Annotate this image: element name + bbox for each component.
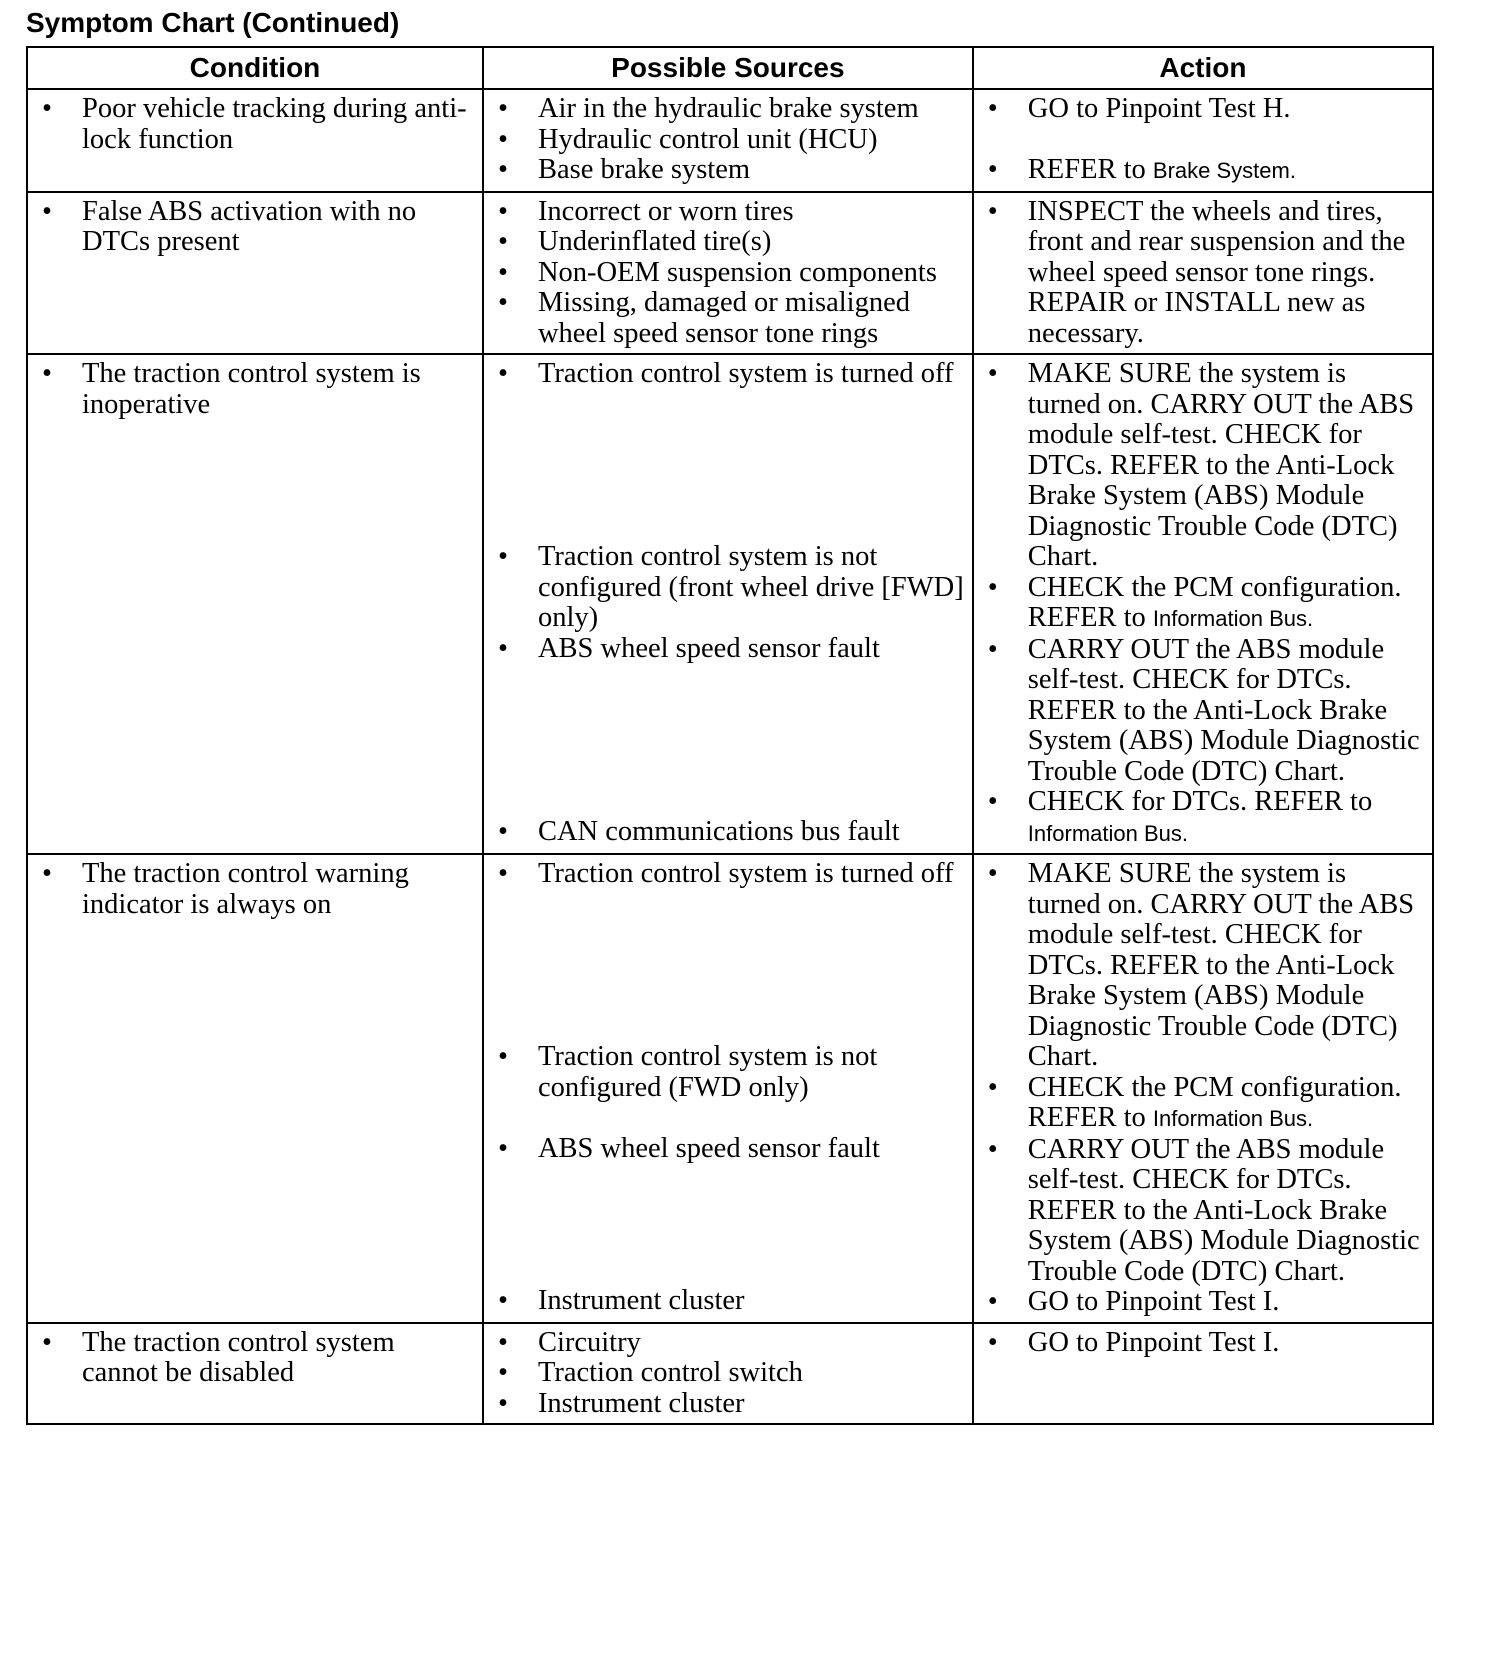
table-row <box>27 192 1433 355</box>
source-item: • Circuitry <box>492 1328 964 1359</box>
column-header-condition: Condition <box>27 47 483 89</box>
condition-text: • The traction control system cannot be disabled <box>36 1328 474 1389</box>
action-cell <box>973 1323 1433 1425</box>
symptom-table <box>26 46 1434 1425</box>
sources-cell <box>483 1323 973 1425</box>
table-row <box>27 354 1433 854</box>
sources-cell <box>483 192 973 355</box>
source-item: • Traction control switch <box>492 1358 964 1389</box>
action-cell <box>973 192 1433 355</box>
table-header-row <box>27 47 1433 89</box>
action-item: • GO to Pinpoint Test I. <box>982 1287 1424 1318</box>
action-cell <box>973 354 1433 854</box>
source-item: • Traction control system is turned off <box>492 859 964 890</box>
action-item: • GO to Pinpoint Test H. <box>982 94 1424 125</box>
action-item: • CARRY OUT the ABS module self-test. CHECK for DTCs. REFER to the Anti-Lock Brake System (ABS) Module Diagnostic Trouble Code (DTC) Chart. <box>982 1135 1424 1288</box>
sources-cell <box>483 89 973 192</box>
source-item: • CAN communications bus fault <box>492 817 964 848</box>
column-header-sources: Possible Sources <box>483 47 973 89</box>
action-item <box>982 1073 1424 1135</box>
source-item: • Non-OEM suspension components <box>492 258 964 289</box>
source-item: • Traction control system is turned off <box>492 359 964 390</box>
symptom-chart-page <box>26 6 1434 1425</box>
action-text: CHECK for DTCs. REFER to <box>1027 786 1373 817</box>
action-text: CHECK the PCM configuration. REFER to <box>1027 571 1402 633</box>
source-item: • Air in the hydraulic brake system <box>492 94 964 125</box>
source-item: • Underinflated tire(s) <box>492 227 964 258</box>
condition-cell <box>27 192 483 355</box>
source-item: • ABS wheel speed sensor fault <box>492 634 964 665</box>
action-item: • CARRY OUT the ABS module self-test. CHECK for DTCs. REFER to the Anti-Lock Brake System (ABS) Module Diagnostic Trouble Code (DTC) Chart. <box>982 635 1424 788</box>
action-text: REFER to <box>1027 154 1146 185</box>
action-item <box>982 155 1424 187</box>
table-row <box>27 1323 1433 1425</box>
column-header-action: Action <box>973 47 1433 89</box>
action-cell <box>973 854 1433 1323</box>
action-item <box>982 787 1424 849</box>
condition-text: • Poor vehicle tracking during anti-lock function <box>36 94 474 155</box>
source-item: • Base brake system <box>492 155 964 186</box>
source-item: • Incorrect or worn tires <box>492 197 964 228</box>
action-item: • GO to Pinpoint Test I. <box>982 1328 1424 1359</box>
reference-link[interactable]: Brake System. <box>1152 158 1296 183</box>
condition-cell <box>27 89 483 192</box>
table-row <box>27 854 1433 1323</box>
condition-cell <box>27 854 483 1323</box>
source-item: • ABS wheel speed sensor fault <box>492 1134 964 1165</box>
condition-cell <box>27 1323 483 1425</box>
action-text: CHECK the PCM configuration. REFER to <box>1027 1071 1402 1133</box>
action-item: • MAKE SURE the system is turned on. CARRY OUT the ABS module self-test. CHECK for DTCs. REFER to the Anti-Lock Brake System (ABS) Module Diagnostic Trouble Code (DTC) Chart. <box>982 359 1424 573</box>
action-cell <box>973 89 1433 192</box>
sources-cell <box>483 354 973 854</box>
condition-cell <box>27 354 483 854</box>
source-item: • Traction control system is not configured (FWD only) <box>492 1042 964 1103</box>
action-item: • MAKE SURE the system is turned on. CARRY OUT the ABS module self-test. CHECK for DTCs. REFER to the Anti-Lock Brake System (ABS) Module Diagnostic Trouble Code (DTC) Chart. <box>982 859 1424 1073</box>
page-title: Symptom Chart (Continued) <box>26 7 400 38</box>
source-item: • Instrument cluster <box>492 1286 964 1317</box>
source-item: • Traction control system is not configured (front wheel drive [FWD] only) <box>492 542 964 634</box>
condition-text: • The traction control warning indicator is always on <box>36 859 474 920</box>
source-item: • Hydraulic control unit (HCU) <box>492 125 964 156</box>
condition-text: • False ABS activation with no DTCs present <box>36 197 474 258</box>
action-item <box>982 573 1424 635</box>
condition-text: • The traction control system is inoperative <box>36 359 474 420</box>
reference-link[interactable]: Information Bus. <box>1152 1106 1314 1131</box>
source-item: • Instrument cluster <box>492 1389 964 1420</box>
source-item: • Missing, damaged or misaligned wheel speed sensor tone rings <box>492 288 964 349</box>
reference-link[interactable]: Information Bus. <box>1027 820 1188 846</box>
reference-link[interactable]: Information Bus. <box>1152 606 1314 631</box>
table-row <box>27 89 1433 192</box>
sources-cell <box>483 854 973 1323</box>
action-item: • INSPECT the wheels and tires, front and rear suspension and the wheel speed sensor tone rings. REPAIR or INSTALL new as necessary. <box>982 197 1424 350</box>
